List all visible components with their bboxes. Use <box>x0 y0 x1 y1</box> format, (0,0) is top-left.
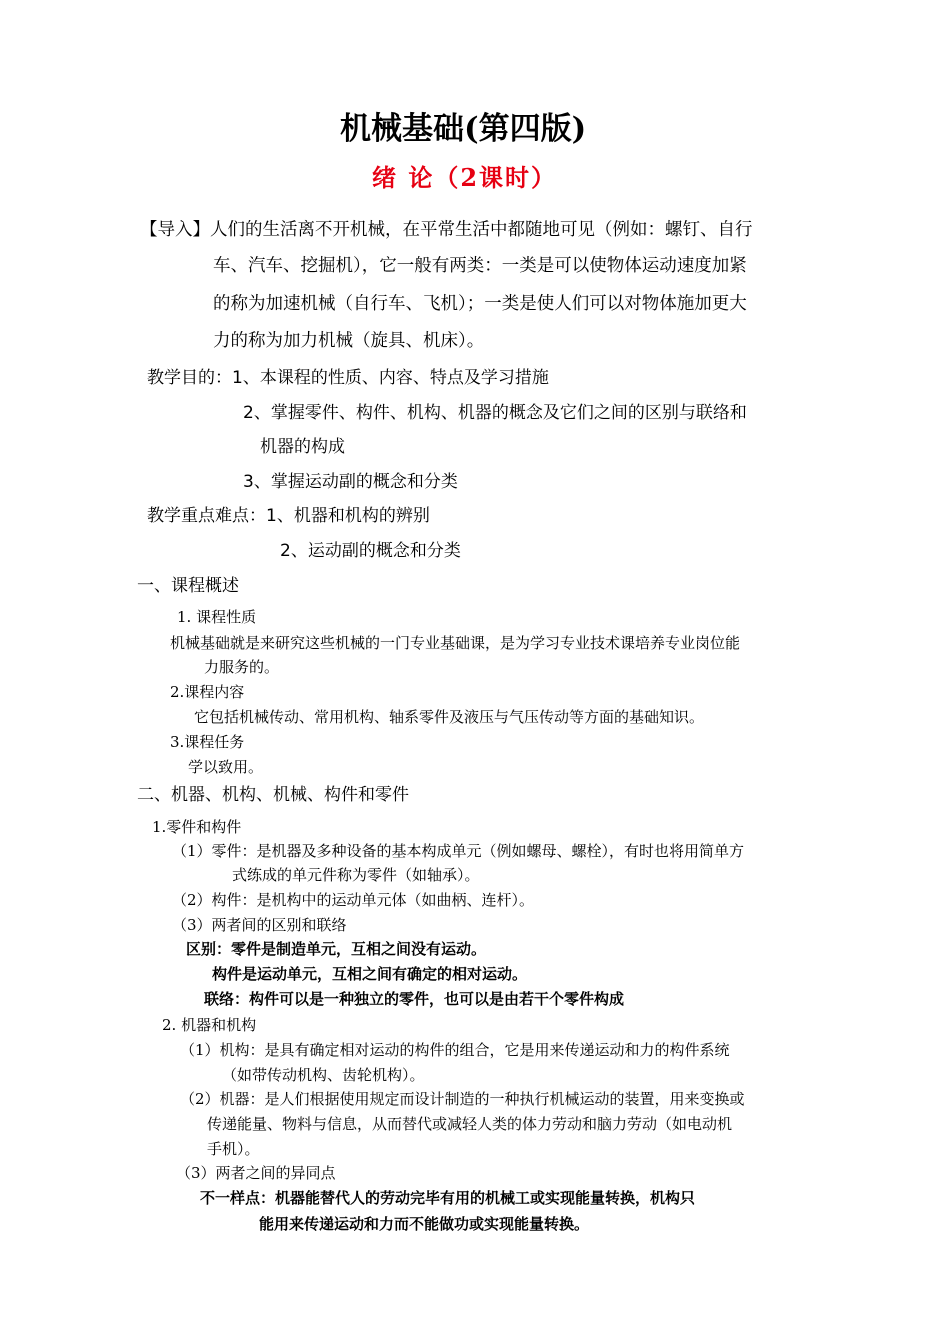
intro-line-1: 【导入】人们的生活离不开机械，在平常生活中都随地可见（例如：螺钉、自行 <box>140 220 753 240</box>
mechanism-definition-1: （1）机构：是具有确定相对运动的构件的组合，它是用来传递运动和力的构件系统 <box>180 1041 730 1059</box>
comparison-title: （3）两者之间的异同点 <box>176 1164 336 1182</box>
difference-line-1: 区别：零件是制造单元，互相之间没有运动。 <box>186 940 487 958</box>
member-definition: （2）构件：是机构中的运动单元体（如曲柄、连杆）。 <box>172 891 535 909</box>
mechanism-definition-2: （如带传动机构、齿轮机构）。 <box>222 1066 425 1084</box>
part-definition-2: 式练成的单元件称为零件（如轴承）。 <box>232 866 480 884</box>
objectives-line-1: 教学目的：1、本课程的性质、内容、特点及学习措施 <box>147 368 549 388</box>
course-content-title: 2.课程内容 <box>170 683 245 701</box>
objectives-line-4: 3、掌握运动副的概念和分类 <box>243 472 458 492</box>
intro-line-4: 力的称为加力机械（旋具、机床）。 <box>213 331 485 351</box>
difference-title: （3）两者间的区别和联络 <box>172 916 347 934</box>
objectives-line-2: 2、掌握零件、构件、机构、机器的概念及它们之间的区别与联络和 <box>243 403 747 423</box>
machine-definition-3: 手机）。 <box>207 1140 260 1158</box>
course-nature-text-1: 机械基础就是来研究这些机械的一门专业基础课，是为学习专业技术课培养专业岗位能 <box>170 634 741 652</box>
course-task-text: 学以致用。 <box>188 758 264 776</box>
part-definition-1: （1）零件：是机器及多种设备的基本构成单元（例如螺母、螺栓），有时也将用简单方 <box>172 842 745 860</box>
course-nature-text-2: 力服务的。 <box>204 658 280 676</box>
machine-definition-2: 传递能量、物料与信息，从而替代或减轻人类的体力劳动和脑力劳动（如电动机 <box>207 1115 733 1133</box>
section-1-heading: 一、课程概述 <box>137 576 239 596</box>
machine-definition-1: （2）机器：是人们根据使用规定而设计制造的一种执行机械运动的装置，用来变换或 <box>180 1090 745 1108</box>
parts-members-title: 1.零件和构件 <box>152 818 242 836</box>
document-title: 机械基础(第四版) <box>340 111 587 147</box>
intro-line-3: 的称为加速机械（自行车、飞机）；一类是使人们可以对物体施加更大 <box>213 294 747 314</box>
objectives-line-3: 机器的构成 <box>260 437 345 457</box>
section-2-heading: 二、机器、机构、机械、构件和零件 <box>137 785 409 805</box>
course-nature-title: 1. 课程性质 <box>177 608 257 626</box>
comparison-line-2: 能用来传递运动和力而不能做功或实现能量转换。 <box>259 1215 590 1233</box>
comparison-line-1: 不一样点：机器能替代人的劳动完毕有用的机械工或实现能量转换，机构只 <box>200 1189 696 1207</box>
course-content-text: 它包括机械传动、常用机构、轴系零件及液压与气压传动等方面的基础知识。 <box>194 708 705 726</box>
course-task-title: 3.课程任务 <box>170 733 245 751</box>
keypoints-line-1: 教学重点难点：1、机器和机构的辨别 <box>147 506 430 526</box>
document-subtitle: 绪 论（2课时） <box>372 163 558 192</box>
relation-line: 联络：构件可以是一种独立的零件，也可以是由若干个零件构成 <box>204 990 625 1008</box>
machine-mechanism-title: 2. 机器和机构 <box>162 1016 257 1034</box>
difference-line-2: 构件是运动单元，互相之间有确定的相对运动。 <box>212 965 528 983</box>
intro-line-2: 车、汽车、挖掘机），它一般有两类：一类是可以使物体运动速度加紧 <box>213 256 747 276</box>
keypoints-line-2: 2、运动副的概念和分类 <box>280 541 461 561</box>
